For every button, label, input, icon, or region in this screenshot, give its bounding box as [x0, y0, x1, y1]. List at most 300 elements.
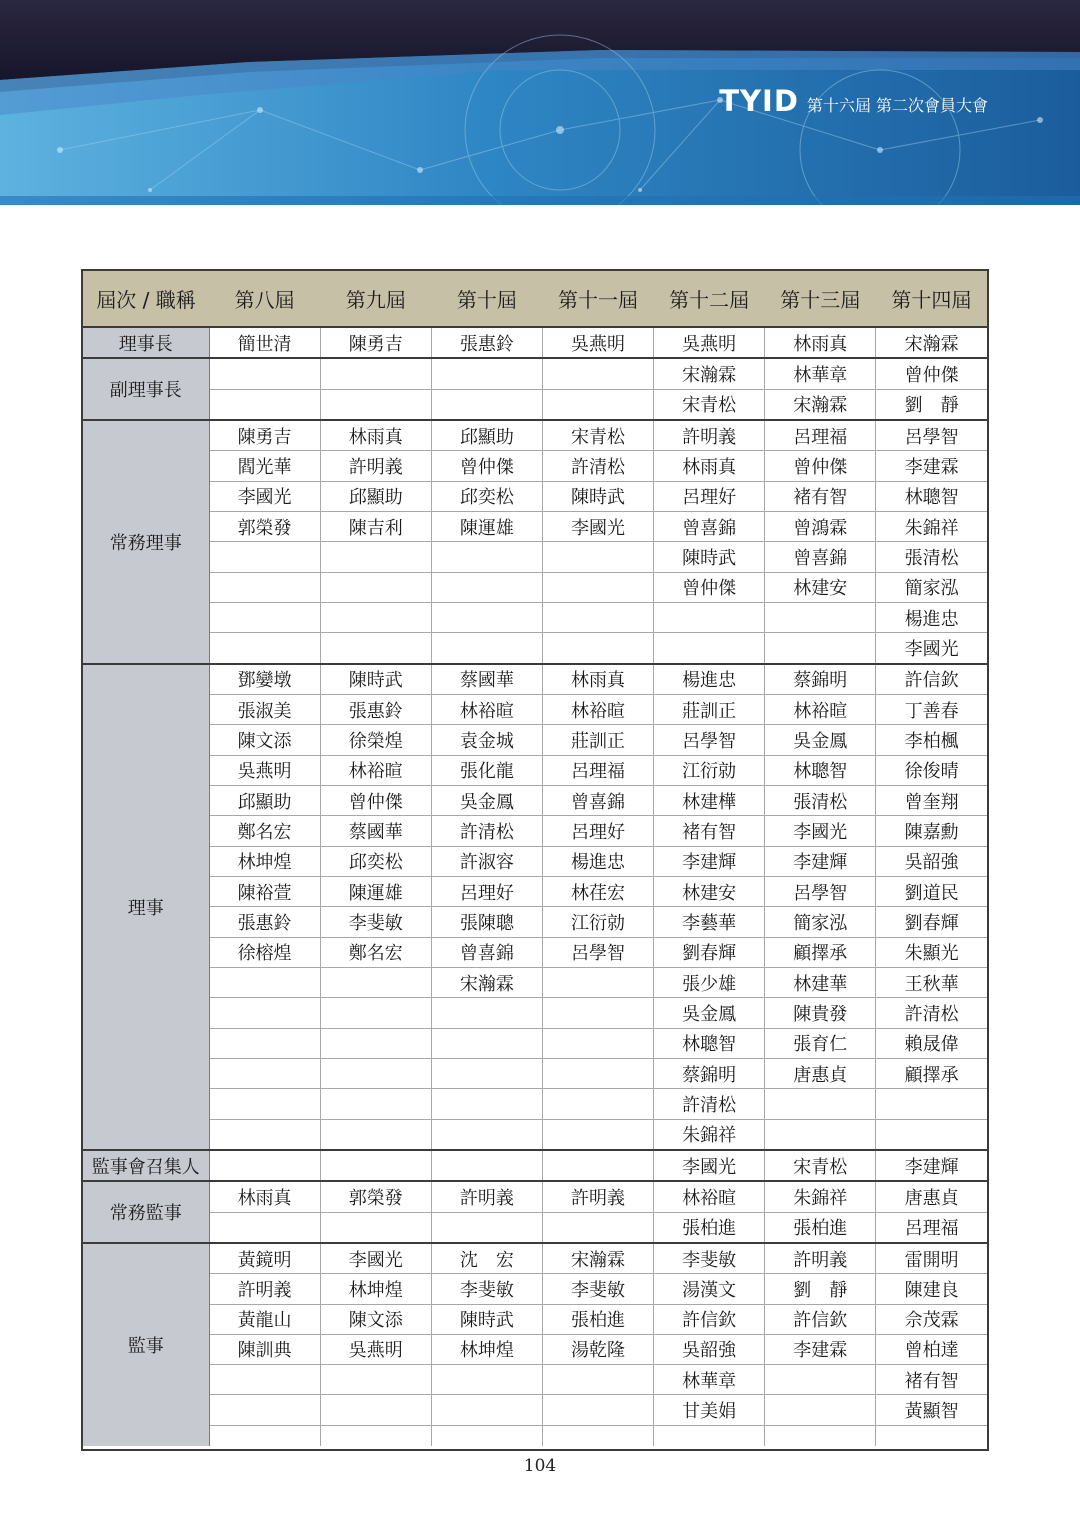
- member-name-cell: 吳韶強: [654, 1334, 765, 1364]
- table-row: [83, 846, 987, 876]
- member-name-cell: 張陳聰: [431, 907, 542, 937]
- member-name-cell: 簡家泓: [765, 907, 876, 937]
- member-name-cell: 甘美娟: [654, 1395, 765, 1425]
- member-name-cell: [209, 967, 320, 997]
- column-header-term: 第十屆: [431, 271, 542, 327]
- member-name-cell: 宋瀚霖: [876, 327, 987, 358]
- table-row: [83, 1028, 987, 1058]
- member-name-cell: 李建霖: [876, 451, 987, 481]
- member-name-cell: 曾喜錦: [542, 785, 653, 815]
- member-name-cell: 吳燕明: [209, 755, 320, 785]
- table-row: [83, 1119, 987, 1150]
- member-name-cell: 曾鴻霖: [765, 511, 876, 541]
- member-name-cell: [320, 1395, 431, 1425]
- member-name-cell: 許清松: [431, 816, 542, 846]
- member-name-cell: [542, 572, 653, 602]
- table-row: [83, 420, 987, 451]
- member-name-cell: [542, 633, 653, 664]
- role-category-cell: 常務理事: [83, 420, 209, 664]
- member-name-cell: 朱顯光: [876, 937, 987, 967]
- member-name-cell: 陳貴發: [765, 998, 876, 1028]
- table-row: [83, 1150, 987, 1181]
- table-row: [83, 1181, 987, 1212]
- member-name-cell: 林雨真: [209, 1181, 320, 1212]
- member-name-cell: 吳韶強: [876, 846, 987, 876]
- tyid-logo: TYID: [719, 84, 799, 118]
- member-name-cell: 湯乾隆: [542, 1334, 653, 1364]
- member-name-cell: 陳時武: [431, 1304, 542, 1334]
- member-name-cell: 林裕暄: [320, 755, 431, 785]
- member-name-cell: 丁善春: [876, 694, 987, 724]
- table-row: [83, 572, 987, 602]
- member-name-cell: 張清松: [876, 542, 987, 572]
- member-name-cell: 許明義: [431, 1181, 542, 1212]
- member-name-cell: 許淑容: [431, 846, 542, 876]
- table-row: [83, 1395, 987, 1425]
- member-name-cell: 蔡錦明: [765, 664, 876, 695]
- member-name-cell: [320, 1058, 431, 1088]
- member-name-cell: 吳燕明: [320, 1334, 431, 1364]
- member-name-cell: 林裕暄: [765, 694, 876, 724]
- member-name-cell: 陳裕萱: [209, 876, 320, 906]
- header-banner: [0, 0, 1080, 205]
- member-name-cell: 邱顯助: [431, 420, 542, 451]
- member-name-cell: 李斐敏: [431, 1274, 542, 1304]
- member-name-cell: 李斐敏: [320, 907, 431, 937]
- role-category-cell: 理事長: [83, 327, 209, 358]
- member-name-cell: 李國光: [876, 633, 987, 664]
- member-name-cell: 林雨真: [765, 327, 876, 358]
- member-name-cell: 呂理福: [876, 1212, 987, 1243]
- member-name-cell: 宋青松: [765, 1150, 876, 1181]
- table-row: [83, 1243, 987, 1274]
- member-name-cell: [320, 542, 431, 572]
- empty-cell: [876, 1425, 987, 1446]
- member-name-cell: 李建輝: [654, 846, 765, 876]
- member-name-cell: 呂理好: [431, 876, 542, 906]
- member-name-cell: 蔡國華: [431, 664, 542, 695]
- member-name-cell: [209, 1028, 320, 1058]
- member-name-cell: 李建霖: [765, 1334, 876, 1364]
- member-name-cell: 江衍勍: [654, 755, 765, 785]
- table-row: [83, 1274, 987, 1304]
- role-category-cell: 常務監事: [83, 1181, 209, 1243]
- member-name-cell: [209, 1395, 320, 1425]
- member-name-cell: 張清松: [765, 785, 876, 815]
- table-row: [83, 998, 987, 1028]
- table-row: [83, 1365, 987, 1395]
- member-name-cell: 曾仲傑: [876, 358, 987, 389]
- member-name-cell: 許信欽: [876, 664, 987, 695]
- member-name-cell: [765, 633, 876, 664]
- member-name-cell: [320, 572, 431, 602]
- table-row: [83, 358, 987, 389]
- column-header-term: 第十四屆: [876, 271, 987, 327]
- member-name-cell: 李國光: [654, 1150, 765, 1181]
- member-name-cell: [320, 389, 431, 420]
- table-row: [83, 1304, 987, 1334]
- member-name-cell: 唐惠貞: [876, 1181, 987, 1212]
- member-name-cell: [431, 1058, 542, 1088]
- member-name-cell: [320, 1150, 431, 1181]
- member-name-cell: 李國光: [765, 816, 876, 846]
- member-name-cell: 林聰智: [876, 481, 987, 511]
- member-name-cell: 邱顯助: [320, 481, 431, 511]
- table-row: [83, 511, 987, 541]
- member-name-cell: 徐榮煌: [320, 725, 431, 755]
- member-name-cell: 吳燕明: [654, 327, 765, 358]
- table-row: [83, 725, 987, 755]
- member-name-cell: 李國光: [209, 481, 320, 511]
- event-brand: [719, 84, 988, 118]
- member-name-cell: 王秋華: [876, 967, 987, 997]
- member-name-cell: [542, 1058, 653, 1088]
- member-name-cell: 李國光: [320, 1243, 431, 1274]
- member-name-cell: 曾喜錦: [431, 937, 542, 967]
- member-name-cell: 邱奕松: [320, 846, 431, 876]
- member-name-cell: 林華章: [654, 1365, 765, 1395]
- member-name-cell: 許清松: [654, 1089, 765, 1119]
- member-name-cell: [209, 1150, 320, 1181]
- member-name-cell: 宋瀚霖: [431, 967, 542, 997]
- member-name-cell: 簡家泓: [876, 572, 987, 602]
- member-name-cell: 張柏進: [654, 1212, 765, 1243]
- table-row: [83, 755, 987, 785]
- member-name-cell: [542, 602, 653, 632]
- member-name-cell: 莊訓正: [542, 725, 653, 755]
- member-name-cell: 許信欽: [654, 1304, 765, 1334]
- member-name-cell: 蔡國華: [320, 816, 431, 846]
- table-row: [83, 816, 987, 846]
- member-name-cell: 徐榕煌: [209, 937, 320, 967]
- table-row: [83, 542, 987, 572]
- column-header-term: 第十三屆: [765, 271, 876, 327]
- member-name-cell: [542, 1365, 653, 1395]
- member-name-cell: 林裕暄: [654, 1181, 765, 1212]
- member-name-cell: 鄭名宏: [209, 816, 320, 846]
- member-name-cell: 林坤煌: [431, 1334, 542, 1364]
- member-name-cell: [209, 1119, 320, 1150]
- role-category-cell: 副理事長: [83, 358, 209, 420]
- member-name-cell: 邱顯助: [209, 785, 320, 815]
- member-name-cell: 湯漢文: [654, 1274, 765, 1304]
- table-row: [83, 1334, 987, 1364]
- member-name-cell: 呂理福: [765, 420, 876, 451]
- member-name-cell: 顧擇承: [876, 1058, 987, 1088]
- member-name-cell: [542, 389, 653, 420]
- member-name-cell: 曾仲傑: [431, 451, 542, 481]
- member-name-cell: [320, 1028, 431, 1058]
- member-name-cell: [542, 1395, 653, 1425]
- member-name-cell: 張化龍: [431, 755, 542, 785]
- member-name-cell: [431, 998, 542, 1028]
- member-name-cell: [542, 1119, 653, 1150]
- member-name-cell: 鄧孌墩: [209, 664, 320, 695]
- empty-cell: [431, 1425, 542, 1446]
- member-name-cell: 曾仲傑: [654, 572, 765, 602]
- member-name-cell: 林雨真: [654, 451, 765, 481]
- member-name-cell: [431, 633, 542, 664]
- member-name-cell: [320, 1119, 431, 1150]
- member-name-cell: 吳金鳳: [431, 785, 542, 815]
- column-header-term: 第十二屆: [654, 271, 765, 327]
- member-name-cell: 曾喜錦: [765, 542, 876, 572]
- officers-table-frame: [81, 269, 989, 1451]
- member-name-cell: 朱錦祥: [765, 1181, 876, 1212]
- member-name-cell: 林坤煌: [320, 1274, 431, 1304]
- member-name-cell: 曾喜錦: [654, 511, 765, 541]
- member-name-cell: 林建華: [765, 967, 876, 997]
- member-name-cell: 陳訓典: [209, 1334, 320, 1364]
- table-row: [83, 389, 987, 420]
- member-name-cell: 宋青松: [654, 389, 765, 420]
- officers-table: [83, 271, 987, 1446]
- member-name-cell: [320, 998, 431, 1028]
- column-header-term: 第八屆: [209, 271, 320, 327]
- member-name-cell: 陳文添: [320, 1304, 431, 1334]
- table-row: [83, 1058, 987, 1088]
- member-name-cell: [431, 1212, 542, 1243]
- member-name-cell: 呂學智: [876, 420, 987, 451]
- member-name-cell: [765, 1395, 876, 1425]
- member-name-cell: 褚有智: [654, 816, 765, 846]
- role-category-cell: 理事: [83, 664, 209, 1150]
- member-name-cell: 林建樺: [654, 785, 765, 815]
- member-name-cell: [542, 358, 653, 389]
- member-name-cell: 林雨真: [542, 664, 653, 695]
- member-name-cell: 莊訓正: [654, 694, 765, 724]
- member-name-cell: 許明義: [209, 1274, 320, 1304]
- member-name-cell: 楊進忠: [542, 846, 653, 876]
- member-name-cell: [431, 1089, 542, 1119]
- member-name-cell: 徐俊晴: [876, 755, 987, 785]
- member-name-cell: [542, 1150, 653, 1181]
- member-name-cell: 宋瀚霖: [765, 389, 876, 420]
- member-name-cell: 劉春輝: [654, 937, 765, 967]
- member-name-cell: [320, 1212, 431, 1243]
- member-name-cell: [209, 542, 320, 572]
- member-name-cell: 劉春輝: [876, 907, 987, 937]
- member-name-cell: 袁金城: [431, 725, 542, 755]
- member-name-cell: 宋青松: [542, 420, 653, 451]
- member-name-cell: 呂學智: [542, 937, 653, 967]
- member-name-cell: 陳運雄: [431, 511, 542, 541]
- member-name-cell: 呂理好: [654, 481, 765, 511]
- column-header-title: 屆次 / 職稱: [83, 271, 209, 327]
- member-name-cell: [542, 542, 653, 572]
- member-name-cell: 陳建良: [876, 1274, 987, 1304]
- role-category-cell: 監事: [83, 1243, 209, 1446]
- member-name-cell: 張惠鈴: [209, 907, 320, 937]
- member-name-cell: 張育仁: [765, 1028, 876, 1058]
- member-name-cell: 郭榮發: [320, 1181, 431, 1212]
- member-name-cell: [654, 633, 765, 664]
- member-name-cell: 張惠鈴: [431, 327, 542, 358]
- empty-cell: [654, 1425, 765, 1446]
- member-name-cell: [209, 572, 320, 602]
- table-row: [83, 602, 987, 632]
- member-name-cell: 林聰智: [765, 755, 876, 785]
- table-row: [83, 876, 987, 906]
- member-name-cell: 褚有智: [876, 1365, 987, 1395]
- table-row: [83, 1089, 987, 1119]
- member-name-cell: [209, 633, 320, 664]
- table-row: [83, 694, 987, 724]
- member-name-cell: 陳運雄: [320, 876, 431, 906]
- member-name-cell: 許明義: [320, 451, 431, 481]
- table-row: [83, 937, 987, 967]
- member-name-cell: 邱奕松: [431, 481, 542, 511]
- member-name-cell: 陳嘉勳: [876, 816, 987, 846]
- member-name-cell: 楊進忠: [654, 664, 765, 695]
- member-name-cell: [320, 1089, 431, 1119]
- member-name-cell: [209, 1058, 320, 1088]
- member-name-cell: [209, 1365, 320, 1395]
- member-name-cell: 褚有智: [765, 481, 876, 511]
- member-name-cell: 林建安: [765, 572, 876, 602]
- member-name-cell: 許明義: [765, 1243, 876, 1274]
- member-name-cell: [209, 389, 320, 420]
- table-row: [83, 451, 987, 481]
- member-name-cell: 陳吉利: [320, 511, 431, 541]
- member-name-cell: 曾仲傑: [765, 451, 876, 481]
- table-row: [83, 633, 987, 664]
- member-name-cell: [431, 389, 542, 420]
- member-name-cell: 劉 靜: [876, 389, 987, 420]
- member-name-cell: 曾柏達: [876, 1334, 987, 1364]
- empty-cell: [320, 1425, 431, 1446]
- member-name-cell: 許明義: [654, 420, 765, 451]
- member-name-cell: 雷開明: [876, 1243, 987, 1274]
- empty-cell: [765, 1425, 876, 1446]
- member-name-cell: [431, 602, 542, 632]
- member-name-cell: 呂理福: [542, 755, 653, 785]
- member-name-cell: 佘茂霖: [876, 1304, 987, 1334]
- member-name-cell: [542, 1212, 653, 1243]
- member-name-cell: [209, 998, 320, 1028]
- member-name-cell: [431, 358, 542, 389]
- member-name-cell: 李柏楓: [876, 725, 987, 755]
- member-name-cell: [876, 1089, 987, 1119]
- member-name-cell: 李建輝: [765, 846, 876, 876]
- member-name-cell: 林裕暄: [431, 694, 542, 724]
- member-name-cell: [431, 1119, 542, 1150]
- member-name-cell: 林雨真: [320, 420, 431, 451]
- member-name-cell: 陳文添: [209, 725, 320, 755]
- member-name-cell: 李國光: [542, 511, 653, 541]
- member-name-cell: [431, 1150, 542, 1181]
- table-row: [83, 1212, 987, 1243]
- member-name-cell: [320, 967, 431, 997]
- table-row: [83, 967, 987, 997]
- table-row: [83, 907, 987, 937]
- member-name-cell: [765, 1365, 876, 1395]
- member-name-cell: 曾仲傑: [320, 785, 431, 815]
- member-name-cell: 陳時武: [542, 481, 653, 511]
- member-name-cell: [431, 1028, 542, 1058]
- member-name-cell: 張柏進: [542, 1304, 653, 1334]
- member-name-cell: 宋瀚霖: [654, 358, 765, 389]
- member-name-cell: 李斐敏: [542, 1274, 653, 1304]
- member-name-cell: [542, 1028, 653, 1058]
- member-name-cell: 蔡錦明: [654, 1058, 765, 1088]
- member-name-cell: 張少雄: [654, 967, 765, 997]
- member-name-cell: 陳時武: [654, 542, 765, 572]
- member-name-cell: [209, 1212, 320, 1243]
- member-name-cell: 許清松: [542, 451, 653, 481]
- member-name-cell: 許信欽: [765, 1304, 876, 1334]
- member-name-cell: 吳金鳳: [765, 725, 876, 755]
- member-name-cell: 林華章: [765, 358, 876, 389]
- member-name-cell: [876, 1119, 987, 1150]
- member-name-cell: [431, 1365, 542, 1395]
- member-name-cell: [320, 633, 431, 664]
- member-name-cell: [765, 1119, 876, 1150]
- member-name-cell: 許清松: [876, 998, 987, 1028]
- table-row: [83, 785, 987, 815]
- member-name-cell: 黃顯智: [876, 1395, 987, 1425]
- member-name-cell: 張惠鈴: [320, 694, 431, 724]
- member-name-cell: 張淑美: [209, 694, 320, 724]
- member-name-cell: 江衍勍: [542, 907, 653, 937]
- member-name-cell: 閻光華: [209, 451, 320, 481]
- member-name-cell: [542, 998, 653, 1028]
- member-name-cell: [320, 358, 431, 389]
- member-name-cell: 唐惠貞: [765, 1058, 876, 1088]
- member-name-cell: 宋瀚霖: [542, 1243, 653, 1274]
- member-name-cell: 林建安: [654, 876, 765, 906]
- member-name-cell: [209, 358, 320, 389]
- member-name-cell: 劉 靜: [765, 1274, 876, 1304]
- member-name-cell: 林裕暄: [542, 694, 653, 724]
- member-name-cell: [431, 542, 542, 572]
- table-row: [83, 481, 987, 511]
- empty-cell: [542, 1425, 653, 1446]
- member-name-cell: 黃龍山: [209, 1304, 320, 1334]
- member-name-cell: 林坤煌: [209, 846, 320, 876]
- member-name-cell: 劉道民: [876, 876, 987, 906]
- member-name-cell: 楊進忠: [876, 602, 987, 632]
- member-name-cell: 沈 宏: [431, 1243, 542, 1274]
- column-header-term: 第十一屆: [542, 271, 653, 327]
- member-name-cell: [209, 1089, 320, 1119]
- member-name-cell: 賴晟偉: [876, 1028, 987, 1058]
- member-name-cell: 簡世清: [209, 327, 320, 358]
- member-name-cell: 林荏宏: [542, 876, 653, 906]
- event-subtitle: 第十六屆 第二次會員大會: [806, 96, 988, 115]
- member-name-cell: 林聰智: [654, 1028, 765, 1058]
- member-name-cell: 呂學智: [654, 725, 765, 755]
- member-name-cell: 許明義: [542, 1181, 653, 1212]
- member-name-cell: [542, 967, 653, 997]
- member-name-cell: 吳金鳳: [654, 998, 765, 1028]
- member-name-cell: [765, 602, 876, 632]
- member-name-cell: 陳勇吉: [320, 327, 431, 358]
- member-name-cell: 呂理好: [542, 816, 653, 846]
- member-name-cell: [654, 602, 765, 632]
- member-name-cell: 陳時武: [320, 664, 431, 695]
- table-row: [83, 664, 987, 695]
- member-name-cell: 李斐敏: [654, 1243, 765, 1274]
- member-name-cell: [431, 572, 542, 602]
- member-name-cell: [431, 1395, 542, 1425]
- member-name-cell: [320, 602, 431, 632]
- table-row: [83, 327, 987, 358]
- member-name-cell: 郭榮發: [209, 511, 320, 541]
- member-name-cell: 呂學智: [765, 876, 876, 906]
- member-name-cell: [209, 602, 320, 632]
- member-name-cell: 鄭名宏: [320, 937, 431, 967]
